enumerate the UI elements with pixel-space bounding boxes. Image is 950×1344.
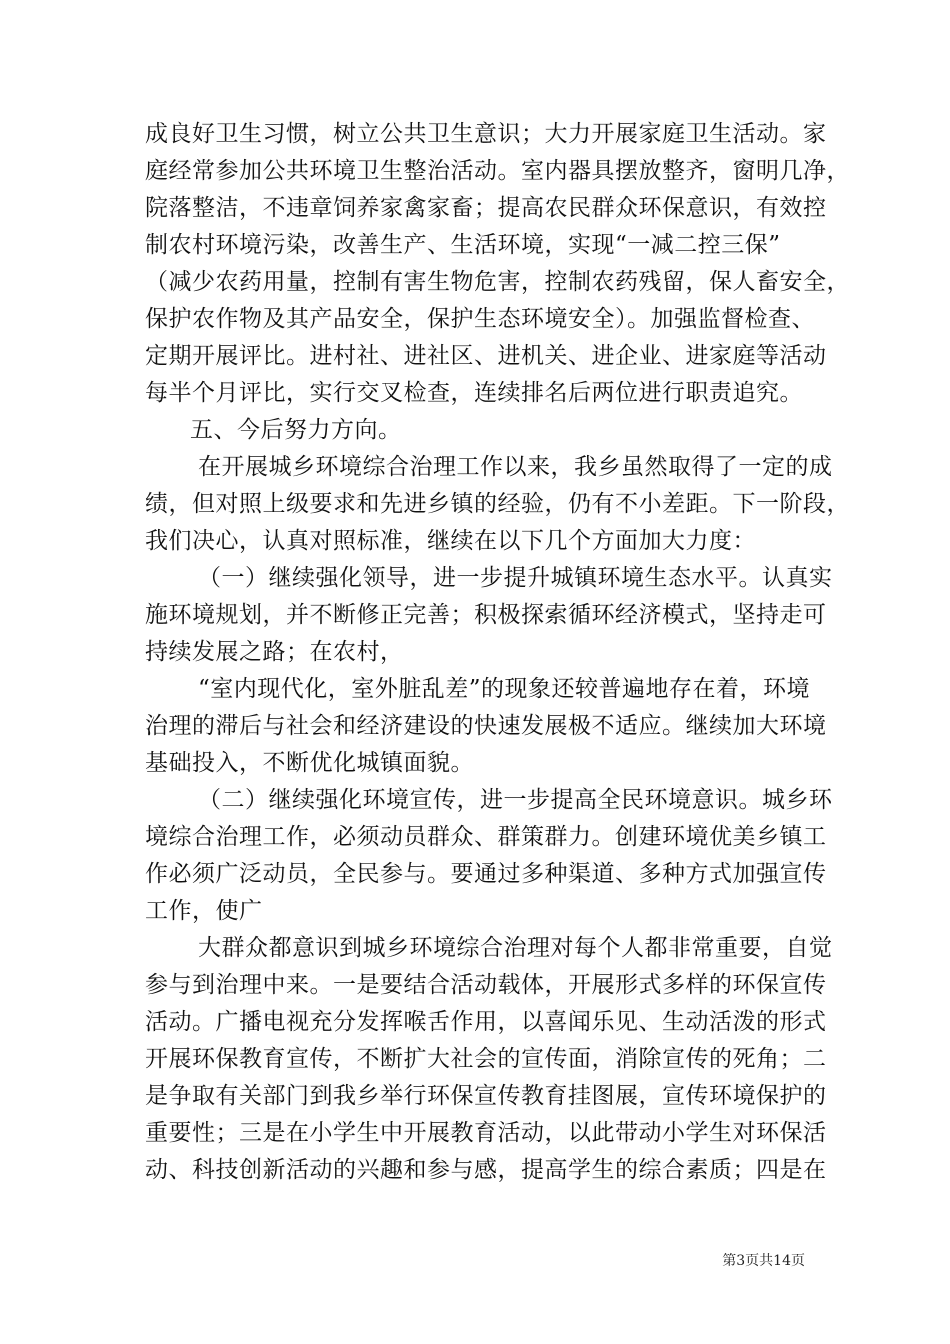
text-line: 大群众都意识到城乡环境综合治理对每个人都非常重要，自觉 <box>198 935 833 961</box>
text-line: 工作，使广 <box>145 898 263 924</box>
text-line: 作必须广泛动员，全民参与。要通过多种渠道、多种方式加强宣传 <box>145 861 827 887</box>
text-line: 施环境规划，并不断修正完善；积极探索循环经济模式，坚持走可 <box>145 602 827 628</box>
text-line: 每半个月评比，实行交叉检查，连续排名后两位进行职责追究。 <box>145 380 803 406</box>
text-line: 重要性；三是在小学生中开展教育活动，以此带动小学生对环保活 <box>145 1120 827 1146</box>
page-number: 第3页共14页 <box>722 1253 805 1269</box>
text-line: （二）继续强化环境宣传，进一步提高全民环境意识。城乡环 <box>198 787 833 813</box>
text-line: 院落整洁，不违章饲养家禽家畜；提高农民群众环保意识，有效控 <box>145 195 827 221</box>
text-line: 庭经常参加公共环境卫生整治活动。室内器具摆放整齐，窗明几净， <box>145 158 850 184</box>
text-line: 活动。广播电视充分发挥喉舌作用，以喜闻乐见、生动活泼的形式 <box>145 1009 827 1035</box>
text-line: 定期开展评比。进村社、进社区、进机关、进企业、进家庭等活动 <box>145 343 827 369</box>
text-line: 动、科技创新活动的兴趣和参与感，提高学生的综合素质；四是在 <box>145 1157 827 1183</box>
text-line: 制农村环境污染，改善生产、生活环境，实现“一减二控三保” <box>145 232 781 258</box>
text-line: 参与到治理中来。一是要结合活动载体，开展形式多样的环保宣传 <box>145 972 827 998</box>
text-line: （减少农药用量，控制有害生物危害，控制农药残留，保人畜安全， <box>145 269 850 295</box>
text-line: “室内现代化，室外脏乱差”的现象还较普遍地存在着，环境 <box>198 676 811 702</box>
text-line: 是争取有关部门到我乡举行环保宣传教育挂图展，宣传环境保护的 <box>145 1083 827 1109</box>
text-line: 保护农作物及其产品安全，保护生态环境安全）。加强监督检查、 <box>145 306 815 332</box>
text-line: （一）继续强化领导，进一步提升城镇环境生态水平。认真实 <box>198 565 833 591</box>
text-line: 开展环保教育宣传，不断扩大社会的宣传面，消除宣传的死角；二 <box>145 1046 827 1072</box>
text-line: 在开展城乡环境综合治理工作以来，我乡虽然取得了一定的成 <box>198 454 833 480</box>
text-line: 持续发展之路；在农村， <box>145 639 404 665</box>
text-line: 成良好卫生习惯，树立公共卫生意识；大力开展家庭卫生活动。家 <box>145 121 827 147</box>
text-line: 绩，但对照上级要求和先进乡镇的经验，仍有不小差距。下一阶段， <box>145 491 850 517</box>
text-line: 境综合治理工作，必须动员群众、群策群力。创建环境优美乡镇工 <box>145 824 827 850</box>
text-line: 我们决心，认真对照标准，继续在以下几个方面加大力度： <box>145 528 756 554</box>
section-heading: 五、今后努力方向。 <box>190 417 402 443</box>
text-line: 基础投入，不断优化城镇面貌。 <box>145 750 474 776</box>
text-line: 治理的滞后与社会和经济建设的快速发展极不适应。继续加大环境 <box>145 713 827 739</box>
